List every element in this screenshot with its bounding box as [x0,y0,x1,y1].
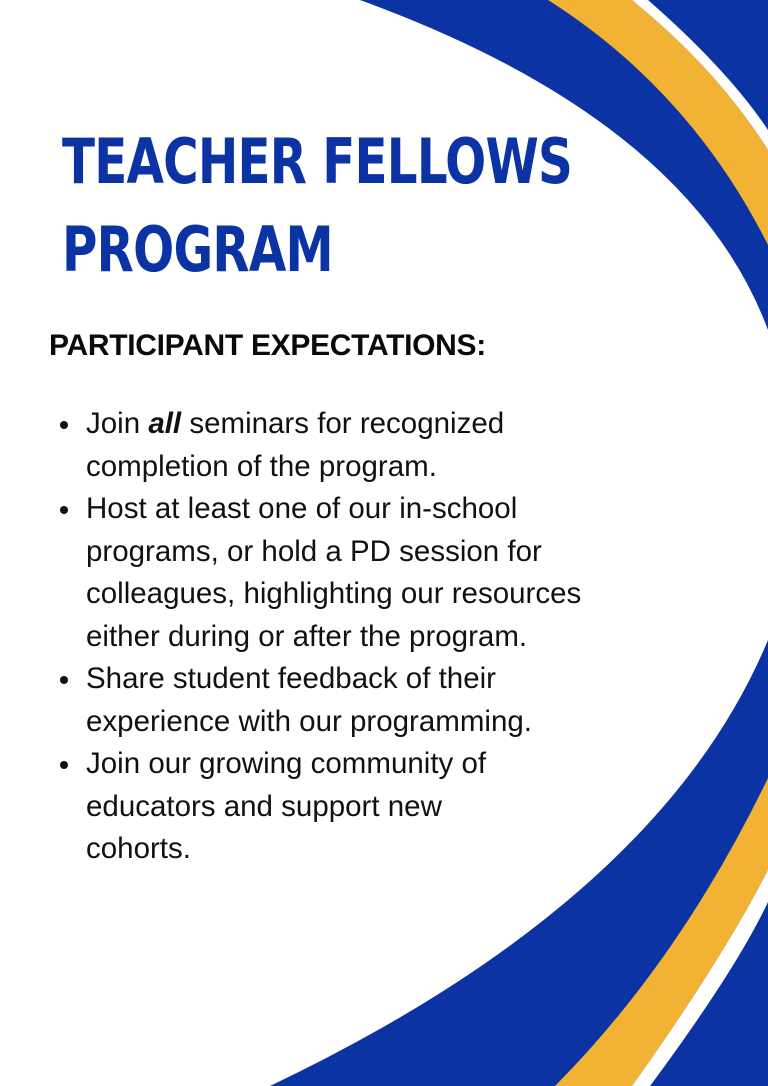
item2-line3: colleagues, highlighting our resources [86,577,582,610]
page-title [62,118,573,294]
item4-line2: educators and support new [86,789,442,823]
item1-line2: completion of the program. [86,449,437,483]
item3-line1: Share student feedback of their [86,662,496,695]
title-line-1: TEACHER FELLOWS [62,125,573,198]
item2-line1: Host at least one of our in-school [86,492,518,525]
item1-after: seminars for recognized [181,407,505,440]
item1-emphasis: all [148,407,182,440]
list-item [60,658,640,743]
item2-line4: either during or after the program. [86,619,528,653]
item4-line3: cohorts. [86,832,191,865]
title-line-2: PROGRAM [62,213,333,286]
bullet-icon [60,506,68,514]
item3-line2: experience with our programming. [86,704,532,738]
bullet-icon [60,676,68,684]
list-item [60,743,640,871]
item1-before: Join [86,407,149,440]
list-item [60,488,640,658]
list-item [60,403,640,488]
bullet-icon [60,761,68,769]
item4-line1: Join our growing community of [86,747,487,780]
bullet-icon [60,421,68,429]
item2-line2: programs, or hold a PD session for [86,534,542,568]
section-heading: PARTICIPANT EXPECTATIONS: [49,329,486,362]
expectations-list [60,403,640,871]
